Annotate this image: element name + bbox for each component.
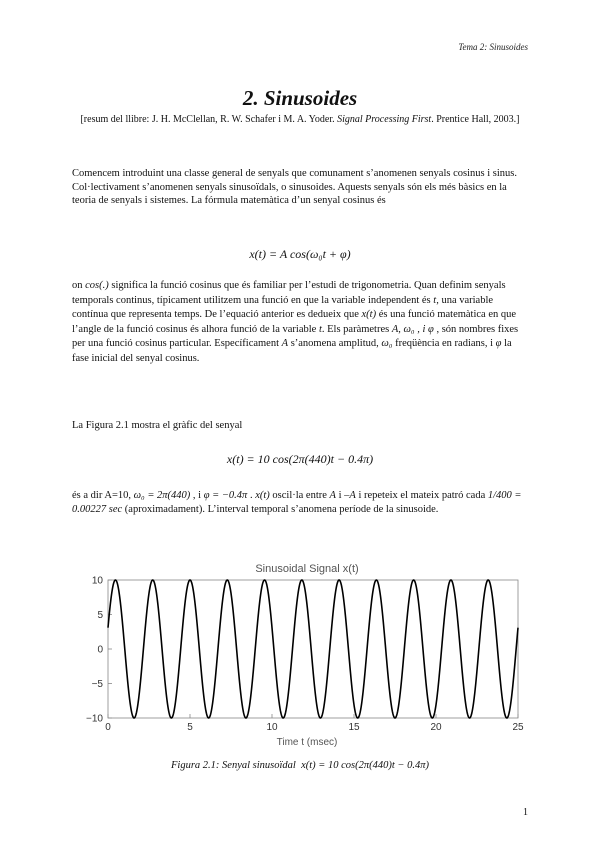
- p4-d: oscil·la entre: [269, 490, 330, 501]
- p2-g: s’anomena amplitud,: [288, 338, 382, 349]
- p2-params: A, ω₀ , i φ: [391, 323, 434, 335]
- running-header: Tema 2: Sinusoides: [458, 42, 528, 52]
- x-tick-label: 5: [187, 722, 193, 733]
- reference-prefix: [resum del llibre: J. H. McClellan, R. W. Schafer i M. A. Yoder.: [80, 114, 338, 125]
- chart-frame: [108, 580, 518, 718]
- p4-w: ω₀ = 2π(440): [133, 490, 191, 501]
- y-tick-label: −10: [86, 713, 103, 725]
- p2-cos: cos(.): [85, 280, 109, 291]
- p4-e: i –: [335, 490, 350, 501]
- p2-a: on: [72, 280, 86, 291]
- y-tick-label: 5: [97, 610, 103, 621]
- p2-t: t: [433, 294, 437, 306]
- chart-series-line: [108, 580, 518, 718]
- y-tick-label: 10: [91, 575, 103, 587]
- p4-xt: x(t): [255, 490, 270, 501]
- x-tick-label: 20: [430, 722, 442, 733]
- p2-phi: φ: [495, 338, 502, 349]
- reference-book-title: Signal Processing First: [337, 114, 432, 125]
- x-tick-label: 25: [512, 722, 524, 733]
- sinusoid-chart: [72, 555, 528, 750]
- p2-t2: t: [318, 323, 322, 335]
- figure-caption: [0, 760, 600, 771]
- p4-period: 1/400 = 0.00227 sec: [72, 490, 522, 515]
- caption-equation: x(t) = 10 cos(2π(440)t − 0.4π): [301, 760, 429, 771]
- paragraph-definition: [72, 279, 528, 366]
- paragraph-figure-intro: La Figura 2.1 mostra el gràfic del senyal: [72, 420, 243, 431]
- page-number: 1: [523, 807, 528, 818]
- p2-c: , una variable contínua que representa temps. De l’equació anterior es dedueix que: [72, 294, 494, 320]
- p4-A2: A: [349, 490, 356, 501]
- p2-h: freqüència en radians, i: [392, 338, 496, 349]
- p2-f: , són nombres fixes per una funció cosinus particular. Específicament: [72, 323, 519, 349]
- p4-f: i repeteix el mateix patró cada: [355, 490, 488, 501]
- p2-i: la fase inicial del senyal cosinus.: [72, 338, 512, 364]
- y-tick-label: −5: [91, 679, 103, 690]
- equation-example: x(t) = 10 cos(2π(440)t − 0.4π): [226, 452, 374, 466]
- p4-g: (aproximadament). L’interval temporal s’anomena període de la sinusoide.: [122, 503, 439, 515]
- equation-cosine: x(t) = A cos(ω₀t + φ): [249, 247, 351, 261]
- x-tick-label: 15: [348, 722, 360, 733]
- chart-xlabel: Time t (msec): [276, 737, 338, 748]
- p2-A: A: [281, 338, 289, 349]
- p4-phi: φ = −0.4π: [203, 490, 248, 501]
- p4-b: , i: [190, 490, 204, 501]
- book-reference: [80, 113, 520, 127]
- paragraph-example: [72, 489, 528, 516]
- page-title: 2. Sinusoides: [242, 86, 358, 110]
- caption-label: Figura 2.1: Senyal sinusoïdal: [171, 760, 296, 771]
- p4-c: .: [247, 490, 256, 501]
- p2-e: . Els paràmetres: [321, 323, 392, 335]
- p2-xt: x(t): [361, 309, 377, 320]
- p2-b: significa la funció cosinus que és familiar per l’estudi de trigonometria. Quan definim senyals temporals continus, típicament utilitzem una funció en que la variable independent és: [72, 280, 506, 306]
- figure-sinusoid: [72, 555, 528, 750]
- x-tick-label: 0: [105, 722, 111, 733]
- p4-A: A: [329, 490, 336, 501]
- x-tick-label: 10: [266, 722, 278, 733]
- p2-d: és una funció matemàtica en que l’angle de la funció cosinus és alhora funció de la variable: [72, 309, 517, 335]
- y-tick-label: 0: [97, 644, 103, 656]
- chart-title: Sinusoidal Signal x(t): [255, 563, 359, 575]
- paragraph-intro: Comencem introduint una classe general de senyals que comunament s’anomenen senyals cosinus i sinus. Col·lectivament s’anomenen senyals sinusoïdals, o sinusoides. Aquests senyals són els més bàsics en la teoria de senyals i sistemes. La fórmula matemàtica d’un senyal cosinus és: [72, 168, 517, 206]
- reference-suffix: . Prentice Hall, 2003.]: [431, 114, 520, 125]
- p4-a: és a dir A=10,: [72, 490, 134, 501]
- p2-w0: ω₀: [381, 338, 393, 349]
